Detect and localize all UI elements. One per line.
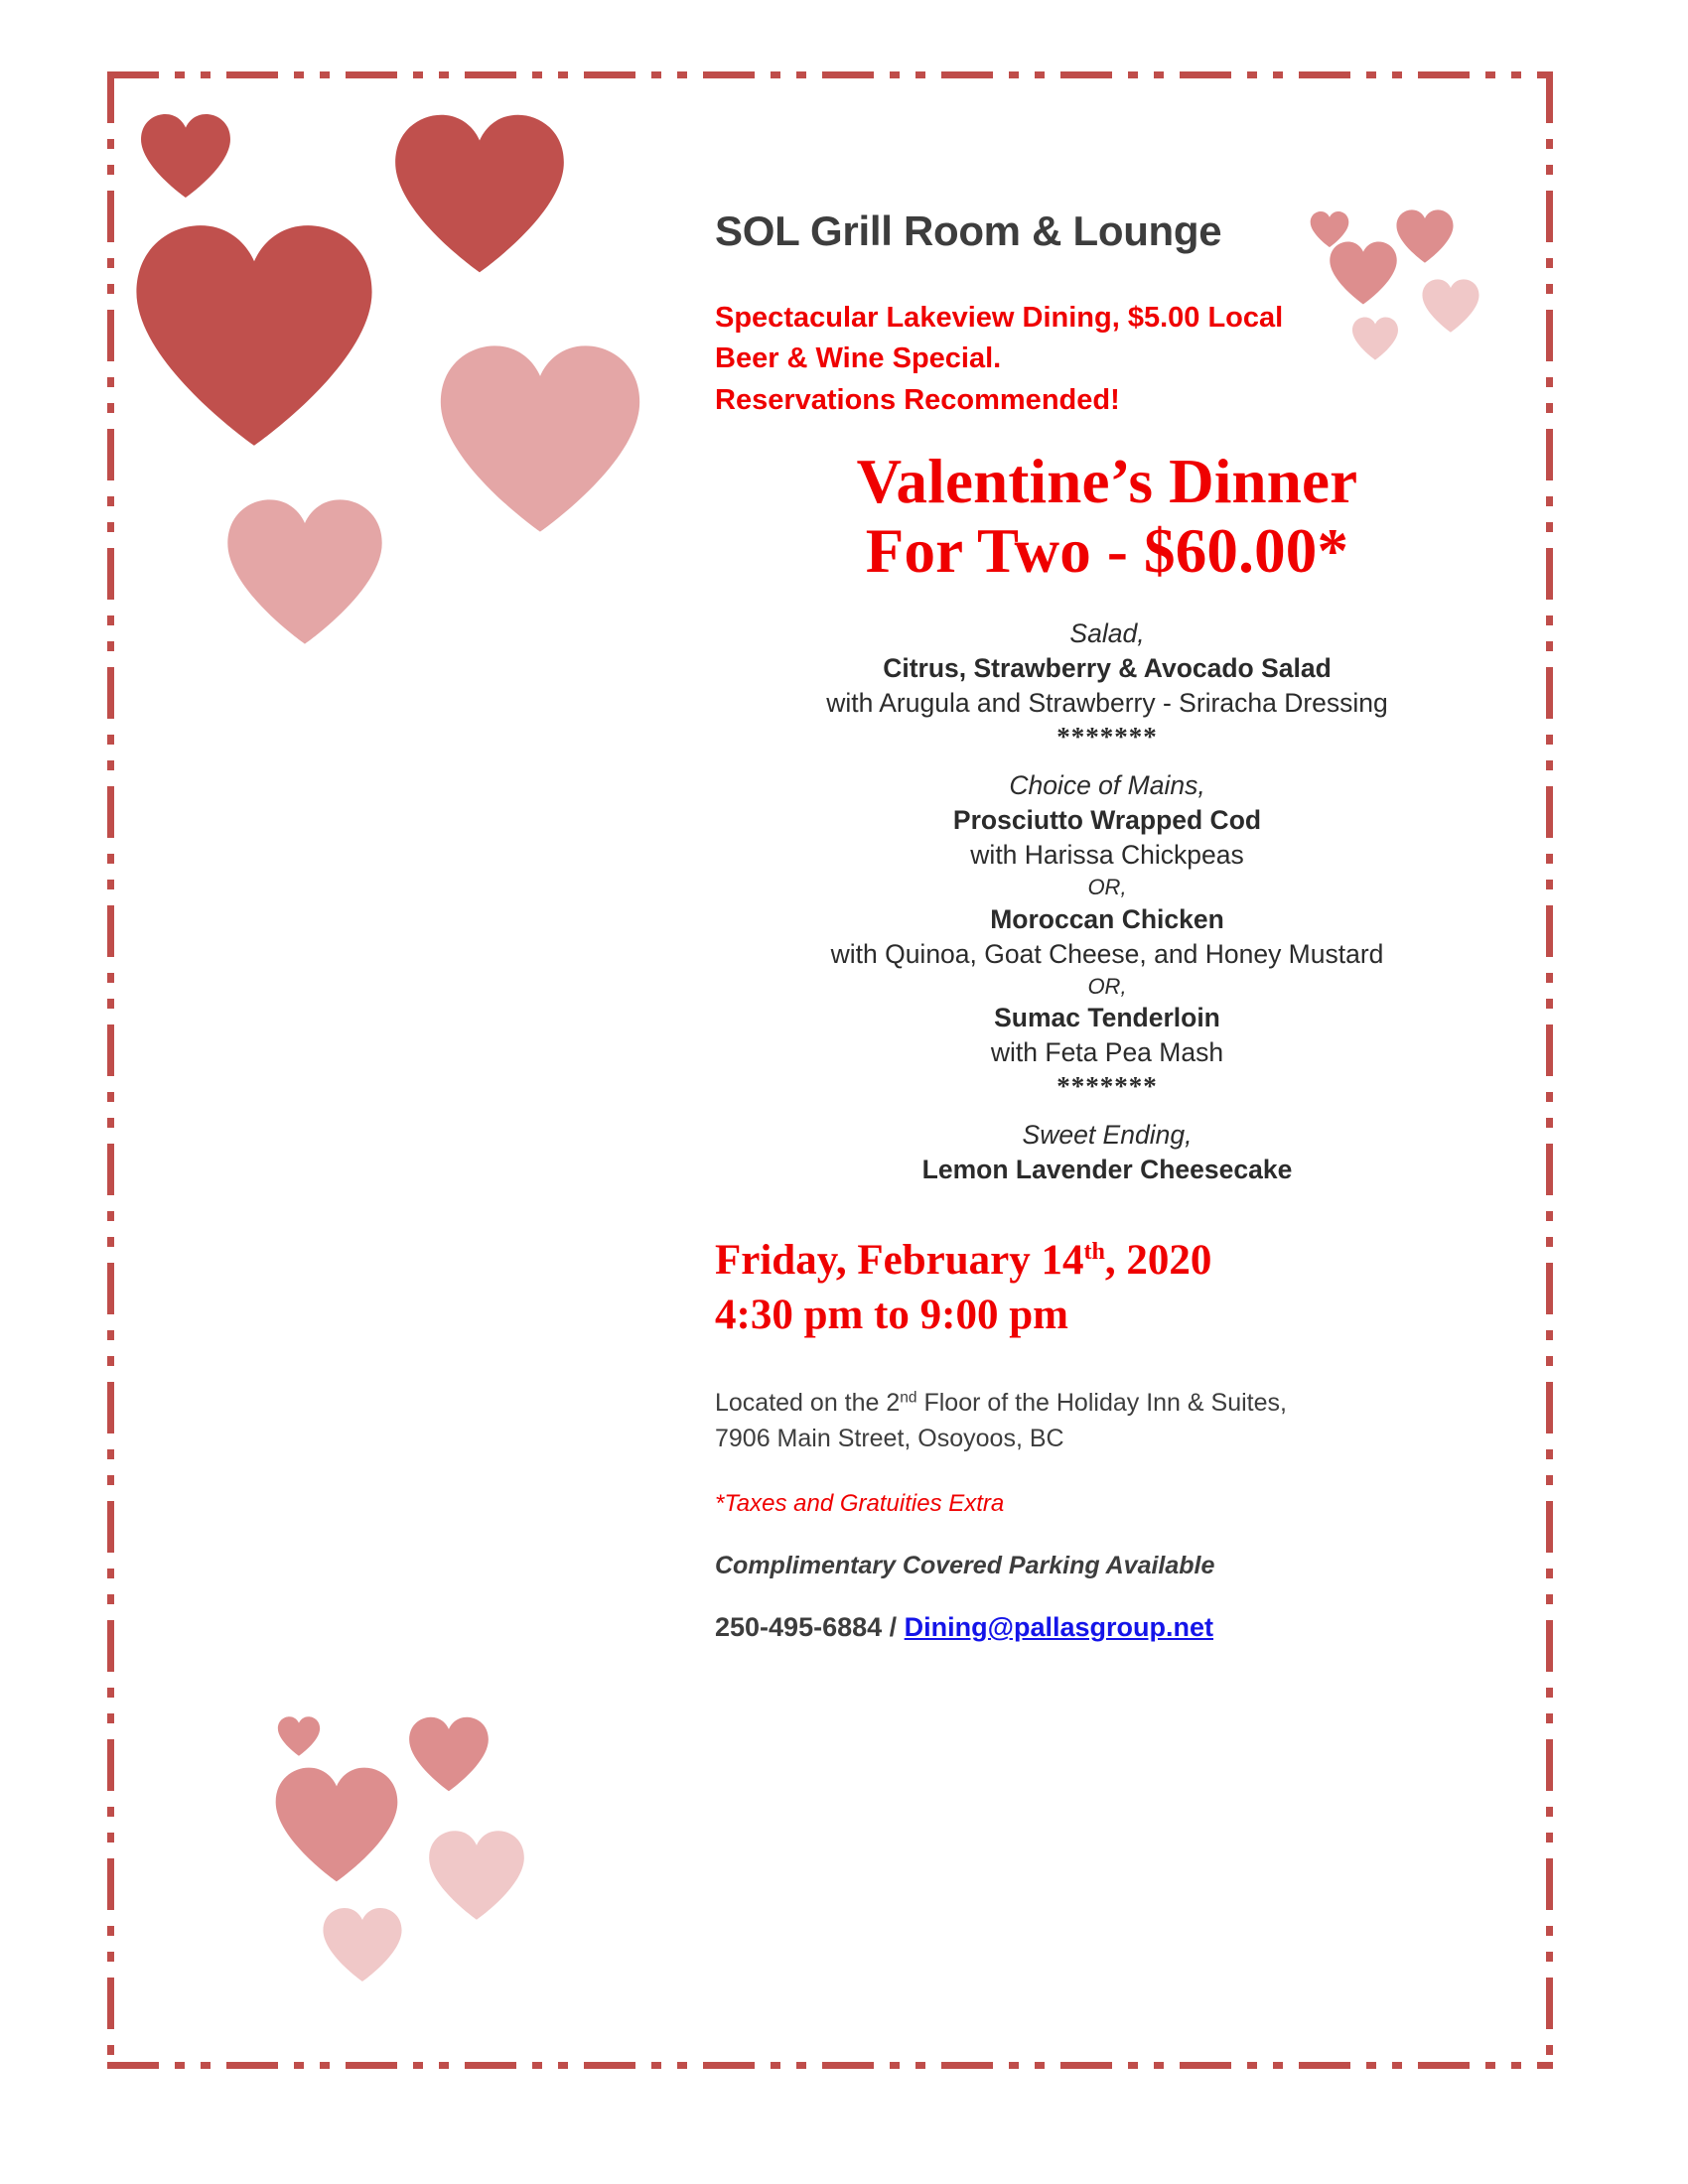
main-dish-2-name: Moroccan Chicken [990,903,1224,934]
headline-line-1: Valentine’s Dinner [856,446,1358,516]
main-dish-1-name: Prosciutto Wrapped Cod [952,804,1262,835]
border-top-edge [107,71,1553,78]
menu-spacer-1 [715,752,1499,768]
event-date-prefix: Friday, February 14 [715,1237,1084,1285]
event-date-ordinal: th [1083,1239,1105,1266]
dessert-course-label: Sweet Ending, [1022,1119,1193,1150]
heart-icon-pink-mid [431,341,649,536]
event-time-line: 4:30 pm to 9:00 pm [715,1292,1068,1339]
dessert-dish-name: Lemon Lavender Cheesecake [921,1154,1293,1184]
border-right-edge [1546,71,1553,2069]
headline-block [715,447,1499,587]
contact-separator: / [882,1612,905,1643]
taxes-note: *Taxes and Gratuities Extra [715,1490,1005,1518]
border-left-edge [107,71,114,2069]
heart-icon-small-topleft [137,112,234,200]
contact-line [715,1612,1499,1643]
heart-icon-bottom-upper-right [405,1715,492,1793]
salad-dish-name: Citrus, Strawberry & Avocado Salad [883,653,1332,684]
event-datetime-block [715,1233,1499,1342]
salad-course-label: Salad, [1069,617,1145,648]
location-block [715,1386,1499,1456]
location-line-2: 7906 Main Street, Osoyoos, BC [715,1424,1064,1452]
salad-dish-description: with Arugula and Strawberry - Sriracha Dressing [826,688,1388,719]
heart-icon-bottom-pale-lower [320,1906,405,1983]
main-dish-2-description: with Quinoa, Goat Cheese, and Honey Mustard [830,938,1384,969]
menu-spacer-2 [715,1102,1499,1118]
headline-line-2: For Two - $60.00* [865,516,1349,587]
location-prefix: Located on the 2 [715,1389,901,1418]
heart-icon-large-left [125,220,383,451]
heart-icon-bottom-tiny [276,1715,322,1757]
parking-note: Complimentary Covered Parking Available [715,1552,1215,1580]
event-date-suffix: , 2020 [1104,1237,1212,1285]
contact-email-link[interactable]: Dining@pallasgroup.net [904,1612,1214,1643]
venue-title: SOL Grill Room & Lounge [715,207,1222,254]
mains-or-separator-1: OR, [1087,875,1127,900]
mains-course-label: Choice of Mains, [1009,769,1205,800]
main-dish-3-description: with Feta Pea Mash [990,1037,1224,1068]
location-line-1 [715,1386,1499,1422]
mains-or-separator-2: OR, [1087,973,1127,999]
heart-icon-pink-lower [220,496,389,647]
heart-icon-large-topright [387,111,572,276]
heart-icon-bottom-large [270,1765,403,1884]
promo-line-2: Beer & Wine Special. [715,342,1002,375]
menu-divider-2: ******* [1056,1070,1158,1101]
promo-block [715,298,1499,421]
menu-divider-1: ******* [1056,721,1158,751]
promo-line-1: Spectacular Lakeview Dining, $5.00 Local [715,302,1284,335]
main-dish-1-description: with Harissa Chickpeas [970,840,1244,871]
location-suffix: Floor of the Holiday Inn & Suites, [916,1389,1287,1418]
location-ordinal: nd [900,1389,917,1407]
flyer-content [715,208,1499,1643]
menu-block [715,616,1499,1187]
contact-phone[interactable]: 250-495-6884 [715,1612,883,1643]
main-dish-3-name: Sumac Tenderloin [994,1003,1220,1033]
border-bottom-edge [107,2062,1553,2069]
event-date-line [715,1233,1499,1288]
heart-icon-bottom-pale-right [425,1829,528,1922]
promo-line-3: Reservations Recommended! [715,383,1120,416]
